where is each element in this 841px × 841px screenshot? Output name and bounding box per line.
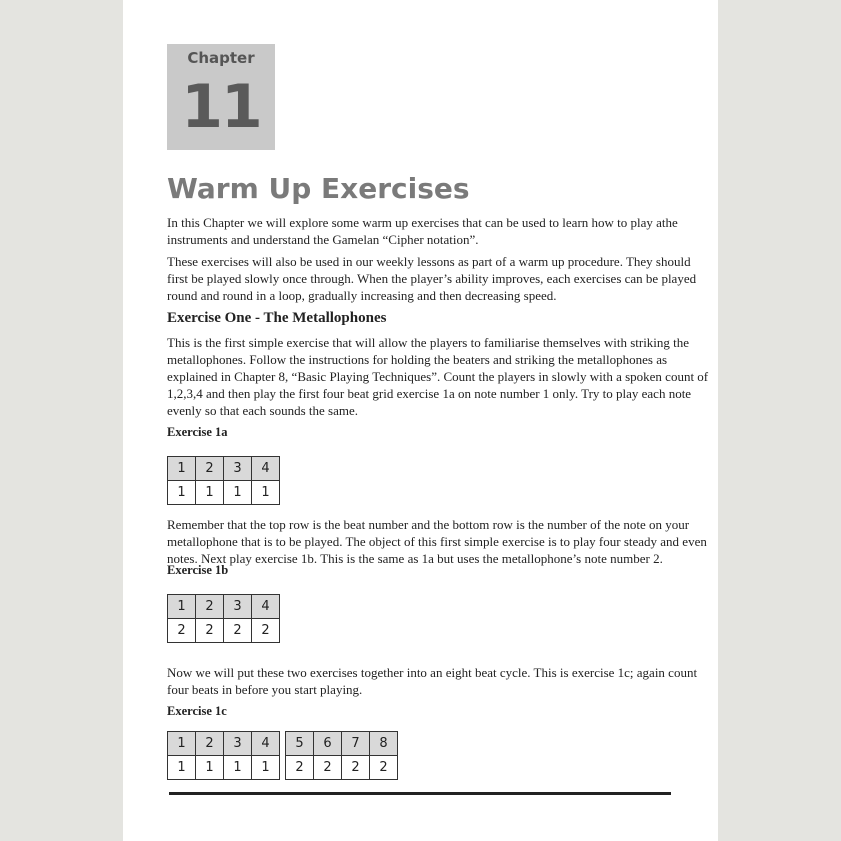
footer-divider xyxy=(169,792,671,795)
note-cell: 1 xyxy=(168,481,196,505)
page-title: Warm Up Exercises xyxy=(167,172,470,205)
note-cell: 1 xyxy=(252,756,280,780)
exercise-1c-grid-b xyxy=(285,731,398,780)
beat-cell: 5 xyxy=(286,732,314,756)
note-cell: 1 xyxy=(224,756,252,780)
exercise-1b-grid xyxy=(167,594,280,643)
book-page xyxy=(123,0,718,841)
intro-paragraph-1: In this Chapter we will explore some warm up exercises that can be used to learn how to play athe instruments and understand the Gamelan “Cipher notation”. xyxy=(167,215,678,247)
exercise-1c-grid-a xyxy=(167,731,280,780)
note-cell: 2 xyxy=(370,756,398,780)
beat-cell: 6 xyxy=(314,732,342,756)
note-row xyxy=(286,756,398,780)
note-cell: 2 xyxy=(168,619,196,643)
beat-cell: 1 xyxy=(168,457,196,481)
exercise-1a-label: Exercise 1a xyxy=(167,425,228,439)
beat-row xyxy=(286,732,398,756)
note-cell: 1 xyxy=(224,481,252,505)
beat-cell: 3 xyxy=(224,732,252,756)
beat-cell: 3 xyxy=(224,457,252,481)
beat-row xyxy=(168,732,280,756)
note-cell: 2 xyxy=(196,619,224,643)
note-cell: 2 xyxy=(342,756,370,780)
exercise-one-text: This is the first simple exercise that will allow the players to familiarise themselves with striking the metallophones. Follow the instructions for holding the beaters and striking the metallophones as explained in Chapter 8, “Basic Playing Techniques”. Count the players in slowly with a spoken count of 1,2,3,4 and then play the first four beat grid exercise 1a on note number 1 only. Try to play each note evenly so that each sounds the same. xyxy=(167,335,709,418)
note-cell: 2 xyxy=(224,619,252,643)
chapter-label: Chapter xyxy=(187,49,255,67)
beat-row xyxy=(168,595,280,619)
beat-cell: 2 xyxy=(196,457,224,481)
intro-paragraph-2: These exercises will also be used in our weekly lessons as part of a warm up procedure. They should first be played slowly once through. When the player’s ability improves, each exercises can be played round and round in a loop, gradually increasing and then decreasing speed. xyxy=(167,254,697,303)
beat-cell: 8 xyxy=(370,732,398,756)
after-1b-paragraph: Now we will put these two exercises together into an eight beat cycle. This is exercise 1c; again count four beats in before you start playing. xyxy=(167,665,698,697)
exercise-one-heading: Exercise One - The Metallophones xyxy=(167,310,387,326)
exercise-1a-grid xyxy=(167,456,280,505)
beat-cell: 2 xyxy=(196,595,224,619)
beat-cell: 2 xyxy=(196,732,224,756)
note-cell: 1 xyxy=(196,481,224,505)
beat-cell: 1 xyxy=(168,732,196,756)
note-cell: 1 xyxy=(168,756,196,780)
exercise-1c-label: Exercise 1c xyxy=(167,704,227,718)
beat-cell: 3 xyxy=(224,595,252,619)
beat-cell: 4 xyxy=(252,732,280,756)
beat-cell: 7 xyxy=(342,732,370,756)
beat-cell: 1 xyxy=(168,595,196,619)
note-cell: 1 xyxy=(196,756,224,780)
note-cell: 2 xyxy=(286,756,314,780)
note-row xyxy=(168,481,280,505)
note-cell: 2 xyxy=(314,756,342,780)
chapter-number: 11 xyxy=(181,72,261,142)
chapter-badge xyxy=(167,44,275,150)
note-row xyxy=(168,619,280,643)
exercise-1b-label: Exercise 1b xyxy=(167,563,229,577)
note-cell: 1 xyxy=(252,481,280,505)
note-cell: 2 xyxy=(252,619,280,643)
note-row xyxy=(168,756,280,780)
beat-row xyxy=(168,457,280,481)
beat-cell: 4 xyxy=(252,457,280,481)
after-1a-paragraph: Remember that the top row is the beat number and the bottom row is the number of the note on your metallophone that is to be played. The object of this first simple exercise is to play four steady and even notes. Next play exercise 1b. This is the same as 1a but uses the metallophone’s note number 2. xyxy=(167,517,707,566)
beat-cell: 4 xyxy=(252,595,280,619)
